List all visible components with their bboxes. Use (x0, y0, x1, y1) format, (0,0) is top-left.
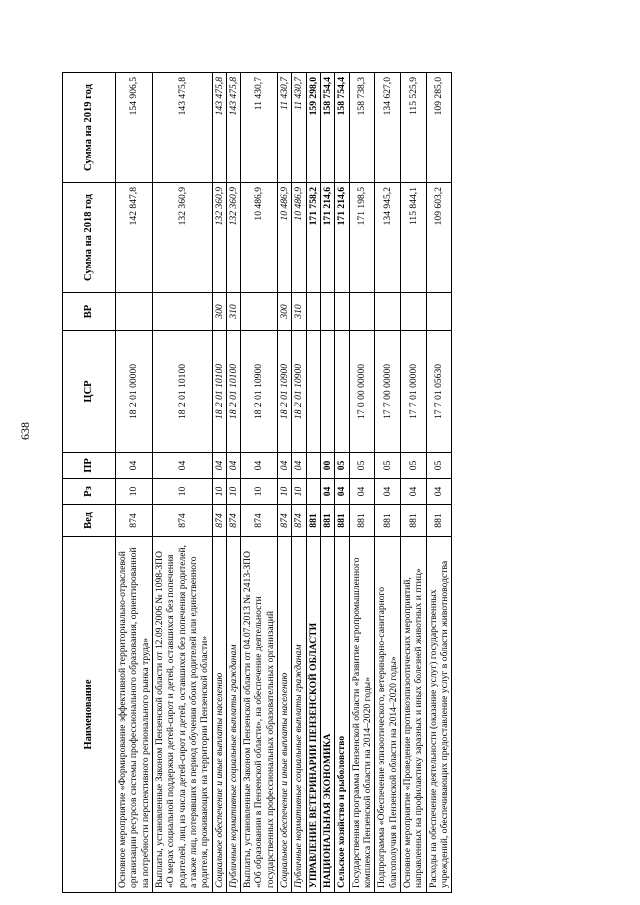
row-vr: 300 (278, 293, 292, 331)
row-sum-2018: 109 603,2 (426, 183, 452, 293)
header-rz: Рз (63, 479, 116, 505)
row-sum-2018: 142 847,8 (116, 183, 153, 293)
row-pr: 05 (335, 453, 349, 479)
table-row (400, 73, 426, 893)
row-sum-2019: 154 906,5 (116, 73, 153, 183)
row-ved: 874 (212, 505, 226, 537)
row-csr: 17 0 00 00000 (349, 331, 375, 453)
row-rz: 10 (116, 479, 153, 505)
row-sum-2018: 10 486,9 (278, 183, 292, 293)
row-vr (152, 293, 212, 331)
row-sum-2019: 11 430,7 (241, 73, 278, 183)
row-pr: 04 (226, 453, 240, 479)
row-pr (306, 453, 320, 479)
header-name: Наименование (63, 537, 116, 893)
table-row (375, 73, 401, 893)
row-ved: 881 (321, 505, 335, 537)
row-pr: 04 (212, 453, 226, 479)
row-vr (375, 293, 401, 331)
row-csr: 18 2 01 10900 (278, 331, 292, 453)
row-name: Выплаты, установленные Законом Пензенской области от 12.09.2006 № 1098-ЗПО «О мерах социальной поддержки детей-сирот и детей, оставшихся без попечения родителей, лиц из числа детей-сирот и детей, оставшихся без попечения родителей, а также лиц, потерявших в период обучения обоих родителей или единственного родителя, проживающих на территории Пензенской области» (152, 537, 212, 893)
row-sum-2019: 143 475,8 (152, 73, 212, 183)
header-sum-2019: Сумма на 2019 год (63, 73, 116, 183)
row-rz: 10 (241, 479, 278, 505)
row-vr (321, 293, 335, 331)
row-ved: 874 (226, 505, 240, 537)
row-rz: 04 (400, 479, 426, 505)
row-sum-2019: 11 430,7 (292, 73, 306, 183)
row-vr (241, 293, 278, 331)
row-sum-2019: 143 475,8 (212, 73, 226, 183)
row-pr: 05 (349, 453, 375, 479)
row-sum-2018: 171 214,6 (335, 183, 349, 293)
row-csr: 17 7 00 00000 (375, 331, 401, 453)
table-row (292, 73, 306, 893)
row-name: Государственная программа Пензенской области «Развитие агропромышленного комплекса Пензенской области на 2014–2020 годы» (349, 537, 375, 893)
row-name: Публичные нормативные социальные выплаты гражданам (292, 537, 306, 893)
row-rz: 10 (226, 479, 240, 505)
budget-table (62, 72, 452, 893)
row-sum-2018: 134 945,2 (375, 183, 401, 293)
budget-table-container (62, 73, 452, 893)
row-name: Социальное обеспечение и иные выплаты населению (278, 537, 292, 893)
header-csr: ЦСР (63, 331, 116, 453)
row-ved: 881 (426, 505, 452, 537)
row-sum-2019: 159 298,0 (306, 73, 320, 183)
row-csr: 17 7 01 00000 (400, 331, 426, 453)
table-row (321, 73, 335, 893)
row-sum-2018: 171 214,6 (321, 183, 335, 293)
row-pr: 04 (292, 453, 306, 479)
row-name: Основное мероприятие «Проведение противоэпизоотических мероприятий, направленных на профилактику заразных и иных болезней животных и птиц» (400, 537, 426, 893)
row-rz: 04 (321, 479, 335, 505)
row-sum-2019: 158 754,4 (321, 73, 335, 183)
row-sum-2018: 171 198,5 (349, 183, 375, 293)
row-name: Выплаты, установленные Законом Пензенской области от 04.07.2013 № 2413-ЗПО «Об образовании в Пензенской области», на обеспечение деятельности государственных профессиональных образовательных организаций (241, 537, 278, 893)
header-ved: Вед (63, 505, 116, 537)
row-name: УПРАВЛЕНИЕ ВЕТЕРИНАРИИ ПЕНЗЕНСКОЙ ОБЛАСТИ (306, 537, 320, 893)
row-ved: 881 (349, 505, 375, 537)
row-rz: 04 (335, 479, 349, 505)
row-name: Расходы на обеспечение деятельности (оказание услуг) государственных учреждений, обеспечивающих предоставление услуг в области животноводства (426, 537, 452, 893)
row-ved: 881 (375, 505, 401, 537)
row-pr: 04 (241, 453, 278, 479)
row-csr: 17 7 01 05630 (426, 331, 452, 453)
row-csr: 18 2 01 10900 (241, 331, 278, 453)
row-ved: 874 (278, 505, 292, 537)
row-sum-2018: 10 486,9 (292, 183, 306, 293)
row-rz: 04 (375, 479, 401, 505)
table-row (278, 73, 292, 893)
row-ved: 881 (335, 505, 349, 537)
row-rz (306, 479, 320, 505)
row-sum-2019: 158 738,3 (349, 73, 375, 183)
row-pr: 05 (426, 453, 452, 479)
row-csr: 18 2 01 00000 (116, 331, 153, 453)
row-name: Подпрограмма «Обеспечение эпизоотического, ветеринарно-санитарного благополучия в Пензенской области на 2014–2020 годы» (375, 537, 401, 893)
row-sum-2019: 158 754,4 (335, 73, 349, 183)
row-name: Сельское хозяйство и рыболовство (335, 537, 349, 893)
row-sum-2018: 132 360,9 (212, 183, 226, 293)
page-number: 638 (18, 422, 32, 440)
row-csr: 18 2 01 10900 (292, 331, 306, 453)
row-pr: 04 (152, 453, 212, 479)
row-vr (306, 293, 320, 331)
table-header-row (63, 73, 116, 893)
row-ved: 874 (152, 505, 212, 537)
row-sum-2019: 115 525,9 (400, 73, 426, 183)
row-vr (116, 293, 153, 331)
row-csr (321, 331, 335, 453)
row-ved: 874 (241, 505, 278, 537)
row-pr: 05 (375, 453, 401, 479)
row-sum-2019: 109 285,0 (426, 73, 452, 183)
row-pr: 05 (400, 453, 426, 479)
table-row (152, 73, 212, 893)
row-csr: 18 2 01 10100 (212, 331, 226, 453)
row-csr: 18 2 01 10100 (152, 331, 212, 453)
row-vr: 310 (226, 293, 240, 331)
table-row (226, 73, 240, 893)
row-csr: 18 2 01 10100 (226, 331, 240, 453)
row-sum-2019: 11 430,7 (278, 73, 292, 183)
table-row (116, 73, 153, 893)
row-vr (335, 293, 349, 331)
row-rz: 10 (152, 479, 212, 505)
table-row (241, 73, 278, 893)
row-ved: 881 (306, 505, 320, 537)
row-csr (306, 331, 320, 453)
row-rz: 04 (349, 479, 375, 505)
table-row (349, 73, 375, 893)
row-vr: 310 (292, 293, 306, 331)
row-rz: 10 (292, 479, 306, 505)
row-ved: 874 (116, 505, 153, 537)
table-row (212, 73, 226, 893)
row-rz: 10 (212, 479, 226, 505)
row-sum-2019: 134 627,0 (375, 73, 401, 183)
row-name: Основное мероприятие «Формирование эффективной территориально-отраслевой организации ресурсов системы профессионального образования, ориентированной на потребности перспективного регионального рынка труда» (116, 537, 153, 893)
row-rz: 04 (426, 479, 452, 505)
row-name: Публичные нормативные социальные выплаты гражданам (226, 537, 240, 893)
header-sum-2018: Сумма на 2018 год (63, 183, 116, 293)
row-sum-2018: 132 360,9 (152, 183, 212, 293)
row-rz: 10 (278, 479, 292, 505)
table-row (335, 73, 349, 893)
row-sum-2018: 10 486,9 (241, 183, 278, 293)
row-pr: 00 (321, 453, 335, 479)
row-ved: 874 (292, 505, 306, 537)
table-row (306, 73, 320, 893)
table-row (426, 73, 452, 893)
row-vr (349, 293, 375, 331)
row-name: Социальное обеспечение и иные выплаты населению (212, 537, 226, 893)
header-pr: ПР (63, 453, 116, 479)
row-vr (400, 293, 426, 331)
row-pr: 04 (116, 453, 153, 479)
row-sum-2018: 171 758,2 (306, 183, 320, 293)
row-vr (426, 293, 452, 331)
header-vr: ВР (63, 293, 116, 331)
row-name: НАЦИОНАЛЬНАЯ ЭКОНОМИКА (321, 537, 335, 893)
row-csr (335, 331, 349, 453)
row-vr: 300 (212, 293, 226, 331)
row-sum-2019: 143 475,8 (226, 73, 240, 183)
row-sum-2018: 115 844,1 (400, 183, 426, 293)
row-ved: 881 (400, 505, 426, 537)
row-pr: 04 (278, 453, 292, 479)
row-sum-2018: 132 360,9 (226, 183, 240, 293)
